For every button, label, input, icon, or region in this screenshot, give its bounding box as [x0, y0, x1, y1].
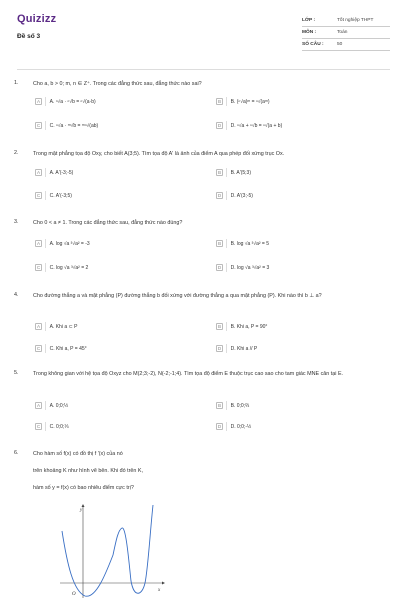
option-separator — [45, 239, 46, 248]
option-text: D. log √a ³√a² = 3 — [230, 264, 270, 271]
option-text: D. 0;0;-½ — [230, 423, 252, 430]
option-separator — [45, 168, 46, 177]
question-text-line-2: trên khoảng K như hình vẽ bên. Khi đó trên K, — [33, 468, 143, 474]
origin-label: O — [72, 592, 76, 597]
option-text: A. Khi a ⊂ P — [49, 323, 78, 330]
option-a[interactable] — [35, 321, 177, 332]
option-letter-box: D — [217, 193, 222, 198]
y-axis-label: y — [80, 508, 83, 513]
question-text-line-3: hàm số y = f(x) có bao nhiêu điểm cực trị? — [33, 485, 134, 491]
option-text: B. A'(5;3) — [230, 169, 252, 176]
option-letter-box: C — [36, 424, 41, 429]
option-separator — [45, 263, 46, 272]
question-number: 4. — [14, 292, 19, 298]
option-letter-box: D — [217, 424, 222, 429]
option-separator — [45, 401, 46, 410]
option-a[interactable] — [35, 167, 177, 178]
f-prime-curve — [62, 505, 153, 596]
option-letter-box: C — [36, 123, 41, 128]
option-separator — [226, 168, 227, 177]
meta-key: LỚP : — [302, 18, 316, 23]
option-letter-box: B — [217, 324, 222, 329]
option-d[interactable] — [216, 262, 358, 273]
option-text: B. Khi a, P = 90° — [230, 323, 268, 330]
exam-title: Đề số 3 — [17, 33, 41, 40]
option-letter-box: A — [36, 99, 41, 104]
question-text-line-1: Cho hàm số f(x) có đồ thị f '(x) của nó — [33, 451, 123, 457]
option-b[interactable] — [216, 167, 358, 178]
option-text: C. Khi a, P = 45° — [49, 345, 87, 352]
meta-value: Tốt nghiệp THPT — [337, 18, 374, 23]
option-letter-box: A — [36, 403, 41, 408]
option-text: A. A'(-3;-5) — [49, 169, 74, 176]
option-letter-box: A — [36, 170, 41, 175]
option-d[interactable] — [216, 190, 358, 201]
question-number: 1. — [14, 80, 19, 86]
option-d[interactable] — [216, 343, 358, 354]
quizizz-logo: Quizizz — [17, 13, 57, 25]
header-divider — [17, 69, 390, 70]
option-c[interactable] — [35, 190, 177, 201]
option-separator — [45, 322, 46, 331]
question-text: Cho 0 < a ≠ 1. Trong các đẳng thức sau, đẳng thức nào đúng? — [33, 220, 183, 226]
option-letter-box: C — [36, 265, 41, 270]
meta-row-subject — [302, 27, 390, 39]
option-separator — [226, 97, 227, 106]
x-axis-arrow — [162, 582, 165, 585]
option-b[interactable] — [216, 96, 358, 107]
option-letter-box: A — [36, 241, 41, 246]
x-axis-label: x — [158, 588, 161, 593]
option-letter-box: D — [217, 346, 222, 351]
y-axis-arrow — [82, 504, 85, 507]
question-number: 3. — [14, 219, 19, 225]
option-letter-box: B — [217, 403, 222, 408]
option-separator — [45, 191, 46, 200]
option-c[interactable] — [35, 343, 177, 354]
meta-value: Toán — [337, 30, 348, 35]
option-text: A. log √a ³√a² = -3 — [49, 240, 90, 247]
option-separator — [226, 401, 227, 410]
option-separator — [226, 322, 227, 331]
option-a[interactable] — [35, 238, 177, 249]
option-separator — [45, 121, 46, 130]
option-b[interactable] — [216, 400, 358, 411]
option-c[interactable] — [35, 421, 177, 432]
option-text: B. (ⁿ√a)ᵐ = ⁿ√(aᵐ) — [230, 98, 270, 105]
option-separator — [226, 344, 227, 353]
question-text: Cho đường thẳng a và mặt phẳng (P) đường thẳng b đối xứng với đường thẳng a qua mặt phẳng (P). Khi nào thì b ⊥ a? — [33, 293, 322, 299]
option-separator — [226, 191, 227, 200]
option-c[interactable] — [35, 262, 177, 273]
meta-value: 50 — [337, 42, 343, 47]
meta-key: MÔN : — [302, 30, 317, 35]
option-separator — [226, 422, 227, 431]
option-a[interactable] — [35, 96, 177, 107]
option-letter-box: D — [217, 123, 222, 128]
exam-meta-table — [302, 15, 390, 51]
option-d[interactable] — [216, 421, 358, 432]
derivative-graph — [58, 503, 168, 600]
option-separator — [226, 239, 227, 248]
option-text: D. Khi a // P — [230, 345, 258, 352]
option-letter-box: C — [36, 193, 41, 198]
option-text: A. 0;0;½ — [49, 402, 69, 409]
option-text: B. 0;0;⅔ — [230, 402, 250, 409]
option-b[interactable] — [216, 321, 358, 332]
option-text: C. 0;0;⅓ — [49, 423, 69, 430]
question-number: 6. — [14, 450, 19, 456]
question-text: Cho a, b > 0; m, n ∈ Z⁺. Trong các đẳng thức sau, đẳng thức nào sai? — [33, 81, 202, 87]
option-separator — [226, 263, 227, 272]
option-letter-box: A — [36, 324, 41, 329]
option-a[interactable] — [35, 400, 177, 411]
option-letter-box: B — [217, 99, 222, 104]
option-text: B. log √a ³√a² = 5 — [230, 240, 270, 247]
meta-row-count — [302, 39, 390, 51]
option-c[interactable] — [35, 120, 177, 131]
option-separator — [45, 97, 46, 106]
option-b[interactable] — [216, 238, 358, 249]
option-letter-box: C — [36, 346, 41, 351]
option-separator — [45, 344, 46, 353]
option-letter-box: B — [217, 170, 222, 175]
option-text: C. ⁿ√a · ᵐ√b = ᵐⁿ√(ab) — [49, 122, 99, 129]
question-number: 2. — [14, 150, 19, 156]
option-separator — [45, 422, 46, 431]
option-text: C. log √a ³√a² = 2 — [49, 264, 89, 271]
question-number: 5. — [14, 370, 19, 376]
option-d[interactable] — [216, 120, 358, 131]
option-letter-box: B — [217, 241, 222, 246]
question-text: Trong mặt phẳng tọa độ Oxy, cho biết A(3;5). Tìm tọa độ A' là ảnh của điểm A qua phép đối xứng trục Ox. — [33, 151, 285, 157]
option-text: C. A'(-3;5) — [49, 192, 72, 199]
option-letter-box: D — [217, 265, 222, 270]
meta-key: SỐ CÂU : — [302, 42, 324, 47]
option-text: A. ⁿ√a · ⁿ√b = ⁿ√(a·b) — [49, 98, 96, 105]
meta-row-class — [302, 15, 390, 27]
option-text: D. ⁿ√a + ⁿ√b = ⁿ√(a + b) — [230, 122, 283, 129]
question-text: Trong không gian với hệ tọa độ Oxyz cho M(2;3;-2), N(-2;-1;4). Tìm tọa độ điểm E thuộc trục cao sao cho tam giác MNE cân tại E. — [33, 371, 344, 377]
option-separator — [226, 121, 227, 130]
option-text: D. A'(3;-5) — [230, 192, 253, 199]
